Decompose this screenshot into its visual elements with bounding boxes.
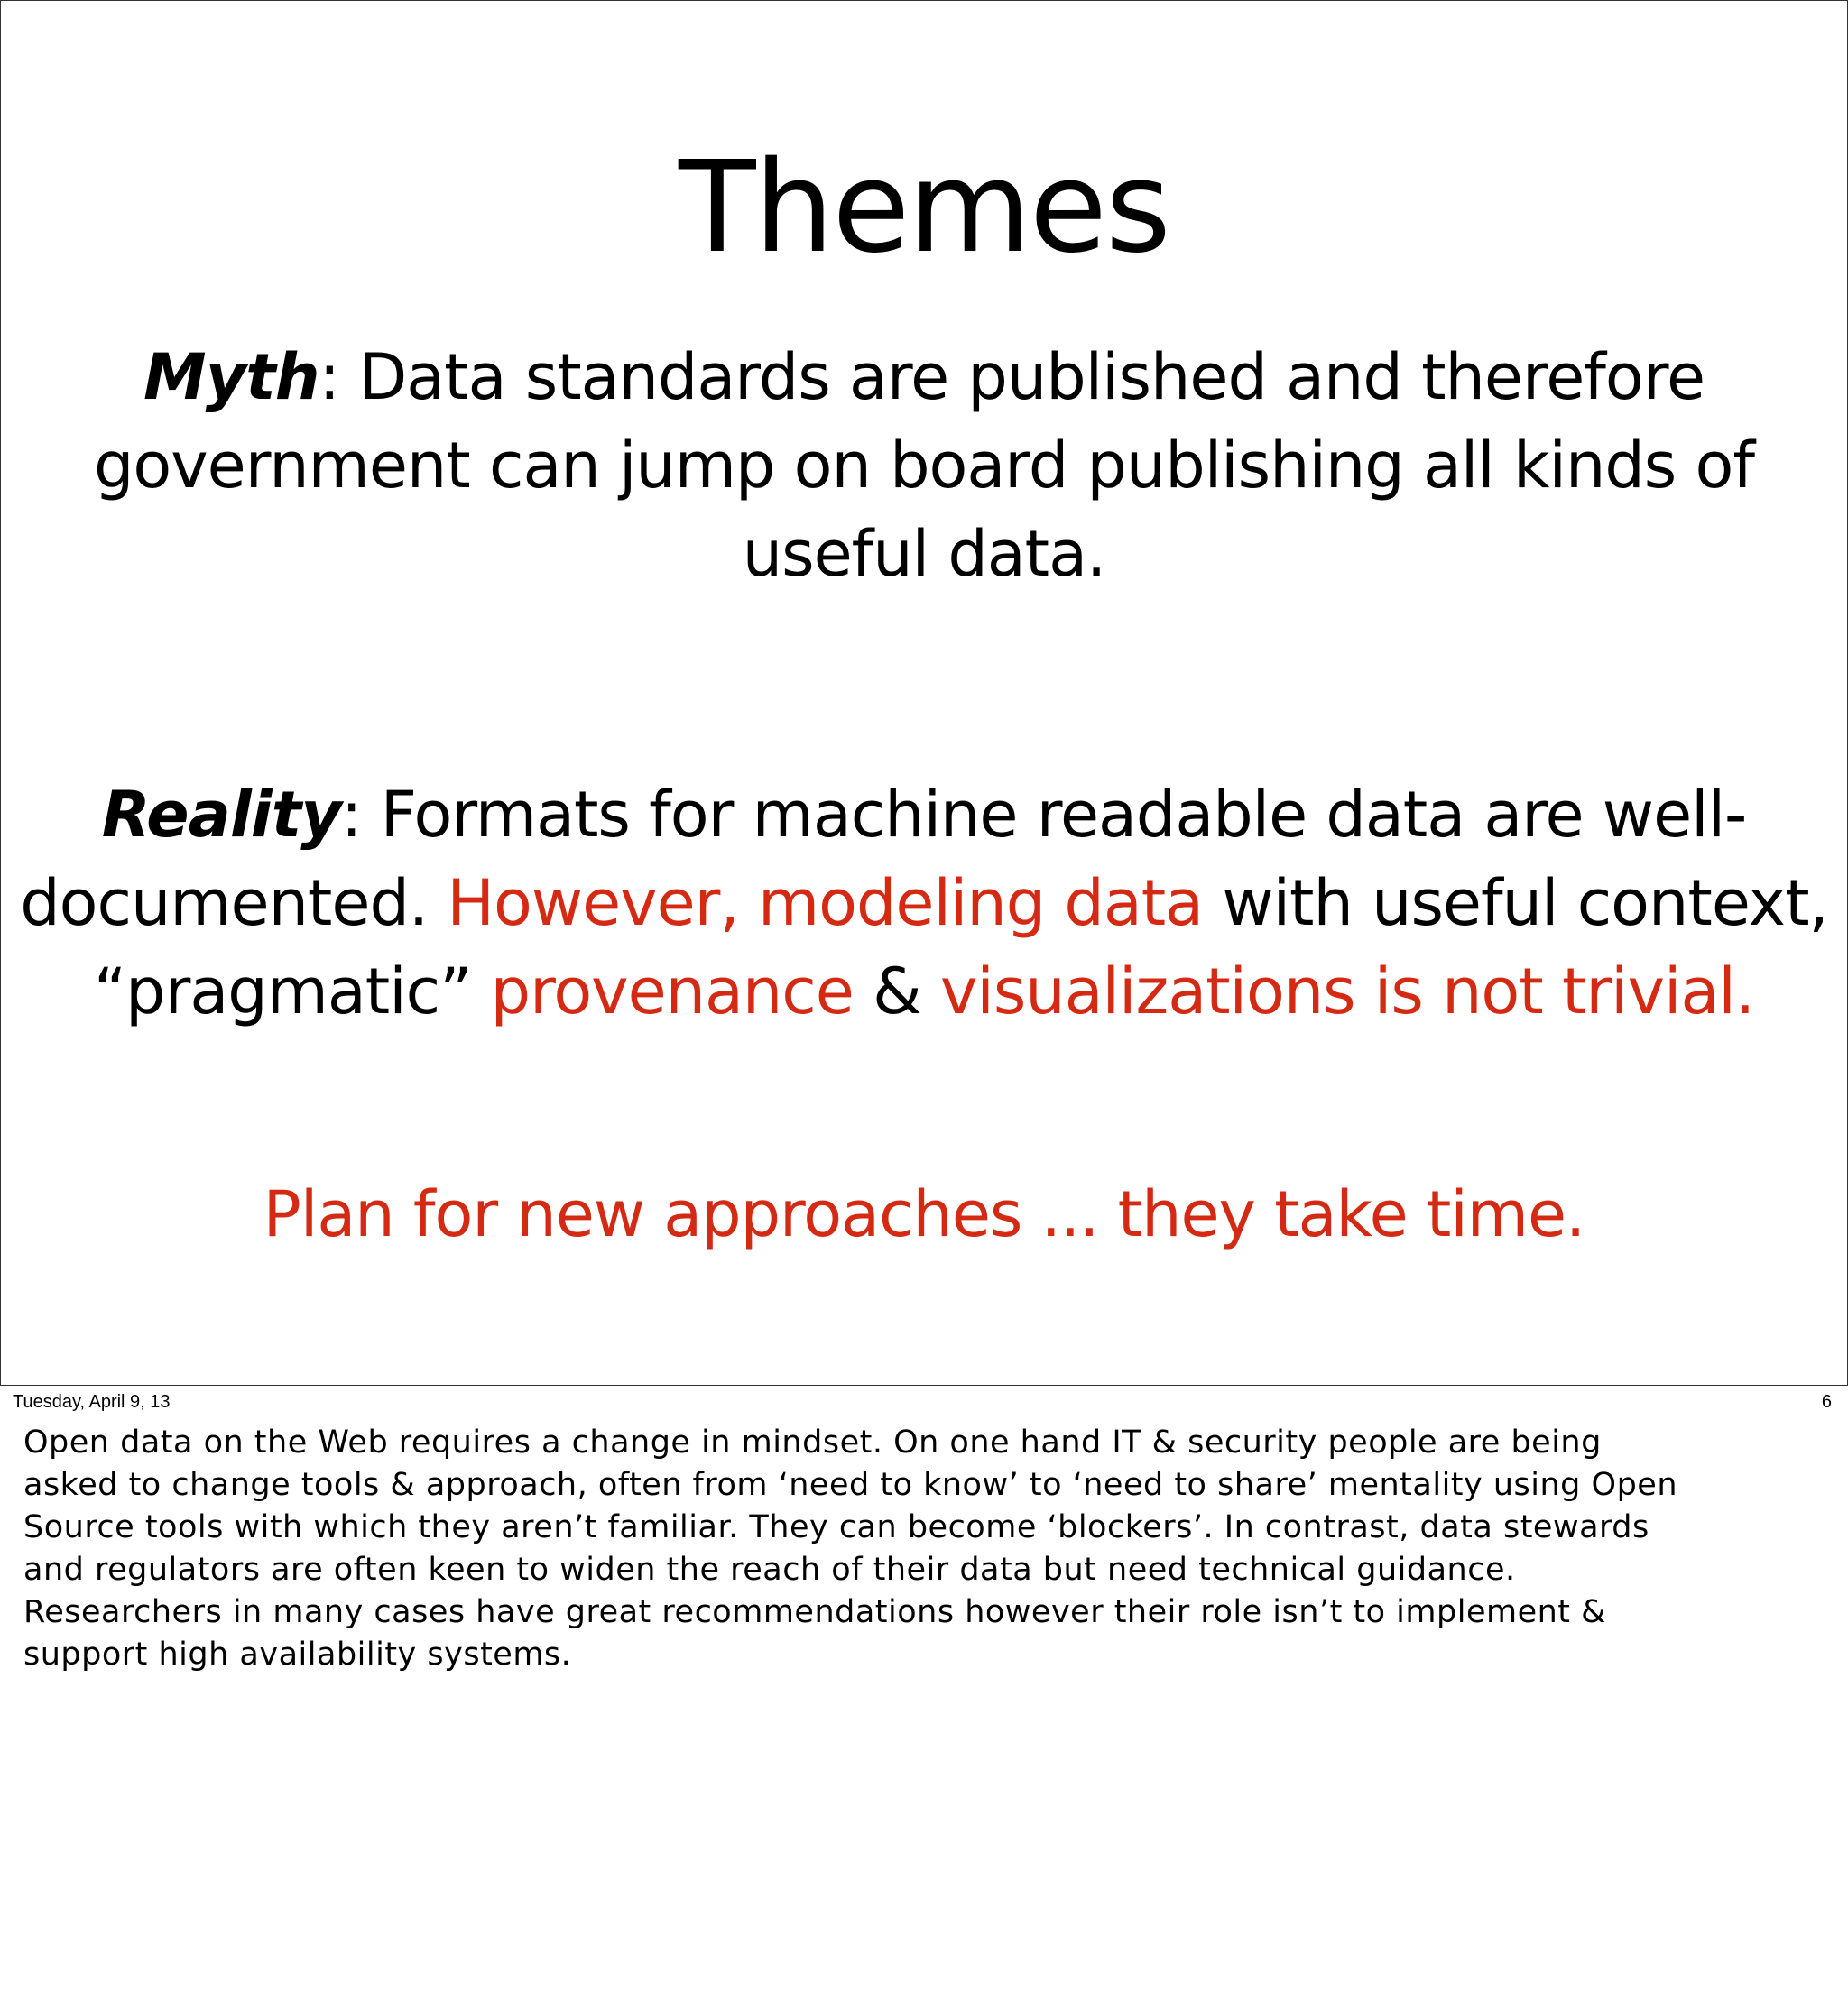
reality-highlight-3: visualizations is not trivial. (939, 954, 1755, 1028)
page-number: 6 (1821, 1392, 1832, 1412)
myth-label: Myth (143, 340, 319, 414)
reality-text-2: with useful context, “pragmatic” (93, 866, 1828, 1028)
reality-highlight-2: provenance (490, 954, 854, 1028)
myth-text: : Data standards are published and therefore government can jump on board publishing all kinds of useful data. (94, 340, 1754, 591)
reality-paragraph (1, 770, 1847, 1036)
reality-highlight-1: However, modeling data (447, 866, 1204, 940)
reality-text-3: & (853, 954, 940, 1028)
slide-title: Themes (679, 134, 1169, 281)
plan-statement: Plan for new approaches ... they take time. (263, 1177, 1585, 1251)
myth-paragraph (1, 333, 1847, 598)
footer-date: Tuesday, April 9, 13 (13, 1392, 171, 1412)
speaker-notes: Open data on the Web requires a change in mindset. On one hand IT & security people are being asked to change tools & approach, often from ‘need to know’ to ‘need to share’ mentality using Open Source tools with which they aren’t familiar. They can become ‘blockers’. In contrast, data stewards and regulators are often keen to widen the reach of their data but need technical guidance. Researchers in many cases have great recommendations however their role isn’t to implement & support high availability systems. (23, 1425, 1677, 1673)
reality-text-1: : Formats for machine readable data are well-documented. (20, 778, 1747, 940)
reality-label: Reality (101, 778, 341, 852)
